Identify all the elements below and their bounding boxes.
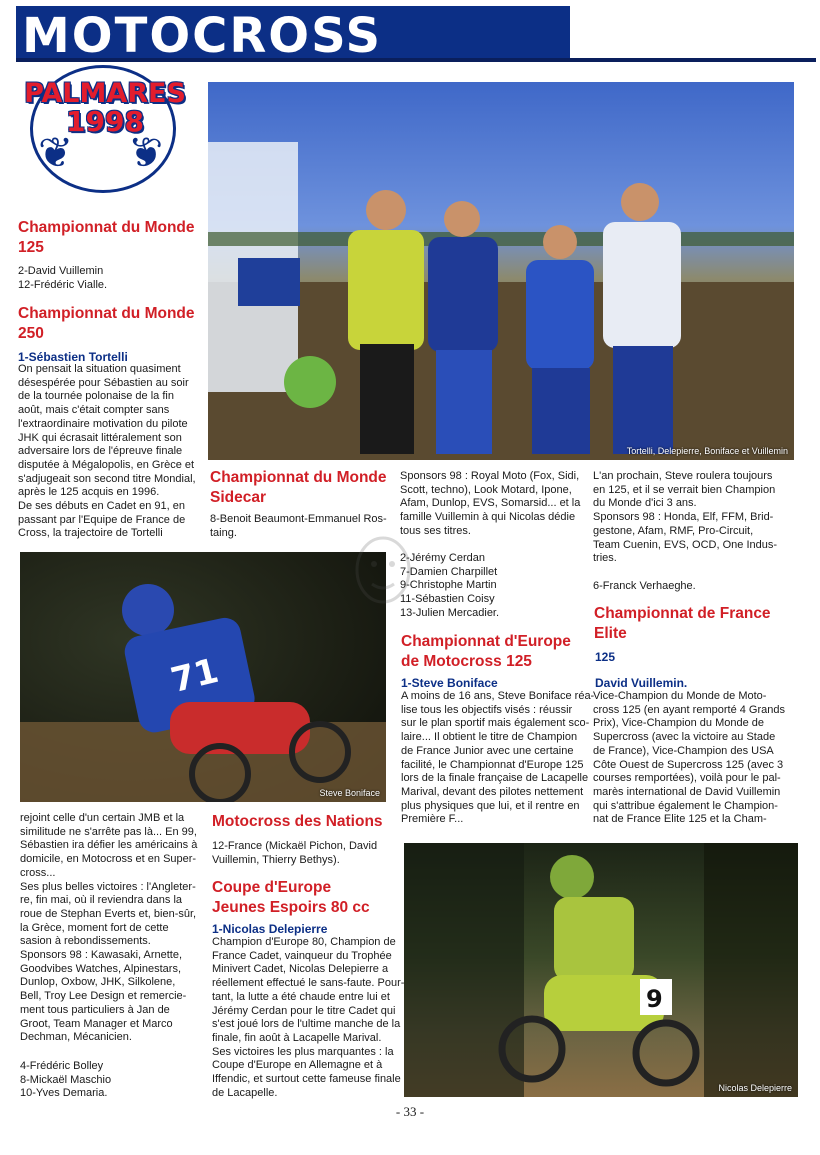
text-line: nat de France Elite 125 et la Cham-: [593, 813, 767, 826]
result-line: 9-Christophe Martin: [400, 579, 497, 592]
text-line: cross 125 (en ayant remporté 4 Grands: [593, 703, 785, 716]
text-line: réellement effectué le sans-faute. Pour-: [212, 977, 405, 990]
text-monde-250-top: [18, 363, 194, 541]
winner-coupe-europe: 1-Nicolas Delepierre: [212, 922, 328, 936]
text-line: lise tous les objectifs visés : réussir: [401, 703, 573, 716]
results-monde-250: [20, 1060, 200, 1101]
text-line: De ses débuts en Cadet en 91, en: [18, 500, 185, 513]
text-line: l'extraordinaire motivation du pilote: [18, 417, 188, 430]
heading-nations: Motocross des Nations: [212, 813, 383, 830]
text-line: gestone, Afam, RMF, Pro-Circuit,: [593, 524, 754, 537]
text-line: Bell, Troy Lee Design et remercie-: [20, 990, 187, 1003]
text-line: Afam, Dunlop, EVS, Somarsid... et la: [400, 497, 581, 510]
boniface-photo: [20, 552, 386, 802]
text-line: Coupe d'Europe en Allemagne et à: [212, 1059, 383, 1072]
text-line: L'an prochain, Steve roulera toujours: [593, 470, 773, 482]
heading-europe-125: Championnat d'Europe de Motocross 125: [401, 633, 571, 670]
class-france-elite: 125: [595, 650, 616, 664]
header-banner: [16, 6, 816, 62]
text-line: adversaire lors de l'épreuve finale: [18, 445, 183, 458]
text-line: Sponsors 98 : Kawasaki, Arnette,: [20, 949, 183, 962]
text-line: tous ses titres.: [400, 524, 471, 537]
text-line: sasion à rebondissements.: [20, 935, 151, 948]
text-line: Minivert Cadet, Nicolas Delepierre a: [212, 963, 389, 976]
text-line: similitude ne s'arrête pas là... En 99,: [20, 825, 197, 838]
team-photo-caption: Tortelli, Delepierre, Boniface et Vuillemin: [626, 446, 788, 456]
text-line: la Grèce, moment fort de cette: [20, 921, 169, 934]
text-line: passant par l'Equipe de France de: [18, 513, 186, 526]
seal-line-1: PALMARES: [24, 78, 186, 109]
result-line: 12-Frédéric Vialle.: [18, 278, 108, 291]
delepierre-photo-caption: Nicolas Delepierre: [718, 1083, 792, 1093]
text-line: Dechman, Mécanicien.: [20, 1031, 132, 1044]
winner-monde-250: 1-Sébastien Tortelli: [18, 350, 128, 364]
text-line: On pensait la situation quasiment: [18, 363, 181, 375]
heading-france-elite: Championnat de France Elite: [594, 605, 771, 642]
result-line: 8-Benoit Beaumont-Emmanuel Ros-: [210, 513, 387, 525]
page-title: MOTOCROSS: [22, 8, 383, 64]
text-line: août, mais c'était compter sans: [18, 404, 170, 417]
heading-sidecar: Championnat du Monde Sidecar: [210, 469, 387, 506]
boniface-photo-illustration: [20, 552, 386, 802]
text-line: Prix), Vice-Champion du Monde de: [593, 717, 764, 730]
text-boniface-future: [593, 470, 793, 566]
text-line: Vice-Champion du Monde de Moto-: [593, 690, 767, 702]
text-line: roue de Stephan Everts et, bien-sûr,: [20, 907, 197, 920]
text-line: A moins de 16 ans, Steve Boniface réa-: [401, 690, 595, 702]
text-line: sur le plan sportif mais également sco-: [401, 717, 590, 730]
text-sponsors-delepierre: [400, 470, 580, 539]
results-sidecar: [210, 513, 390, 540]
text-line: du Monde d'ici 3 ans.: [593, 497, 697, 510]
results-coupe-europe: [400, 552, 580, 621]
text-line: re, fin mai, où il reviendra dans la: [20, 894, 183, 907]
result-line: 10-Yves Demaria.: [20, 1087, 108, 1100]
text-line: de la tournée polonaise de la fin: [18, 390, 174, 403]
team-photo: [208, 82, 794, 460]
laurel-right-icon: ❦: [128, 128, 164, 177]
text-monde-250-bottom: [20, 812, 200, 1045]
text-line: tant, la lutte a été chaude entre lui et: [212, 990, 390, 1003]
text-line: famille Vuillemin à qui Nicolas dédie: [400, 511, 576, 524]
heading-monde-125: Championnat du Monde 125: [18, 219, 195, 256]
text-coupe-europe: [212, 936, 405, 1100]
text-line: Sébastien ira défier les américains à: [20, 839, 198, 852]
result-line: Vuillemin, Thierry Bethys).: [212, 853, 340, 866]
text-europe-125: [401, 690, 595, 827]
seal-year: 1998: [66, 105, 144, 138]
text-line: cross...: [20, 866, 56, 879]
result-line: 7-Damien Charpillet: [400, 565, 498, 578]
text-line: de Lacapelle.: [212, 1086, 278, 1099]
text-line: domicile, en Motocross et en Super-: [20, 853, 197, 866]
text-line: Première F...: [401, 813, 464, 826]
text-line: Ses victoires les plus marquantes : la: [212, 1045, 394, 1058]
text-line: marès international de David Vuillemin: [593, 785, 781, 798]
text-line: Supercross (avec la victoire au Stade: [593, 731, 776, 744]
winner-europe-125: 1-Steve Boniface: [401, 676, 498, 690]
text-line: Sponsors 98 : Honda, Elf, FFM, Brid-: [593, 511, 774, 524]
result-line: taing.: [210, 526, 237, 539]
text-line: Iffendic, et surtout cette fameuse finale: [212, 1073, 401, 1086]
result-europe-125-6th: 6-Franck Verhaeghe.: [593, 580, 696, 592]
text-line: de France), Vice-Champion des USA: [593, 744, 774, 757]
text-line: finale, fin août à Lacapelle Marival.: [212, 1031, 382, 1044]
text-line: Jérémy Cerdan pour le titre Cadet qui: [212, 1004, 396, 1017]
text-line: disputée à Mégalopolis, en Grèce et: [18, 458, 195, 471]
heading-coupe-europe: Coupe d'Europe Jeunes Espoirs 80 cc: [212, 879, 370, 916]
result-line: 2-David Vuillemin: [18, 265, 104, 277]
text-line: laire... Il obtient le titre de Champion: [401, 731, 578, 744]
text-line: qui s'attribue également le Champion-: [593, 799, 778, 812]
heading-monde-250: Championnat du Monde 250: [18, 305, 195, 342]
text-line: courses remportées), voilà pour le pal-: [593, 772, 781, 785]
text-line: Groot, Team Manager et Marco: [20, 1017, 173, 1030]
delepierre-photo: [404, 843, 798, 1097]
text-line: Côte Ouest de Supercross 125 (avec 3: [593, 758, 784, 771]
winner-france-elite: David Vuillemin.: [595, 676, 688, 690]
result-line: 4-Frédéric Bolley: [20, 1060, 104, 1072]
text-line: Champion d'Europe 80, Champion de: [212, 936, 396, 948]
laurel-left-icon: ❦: [38, 128, 74, 177]
text-line: Marival, devant des pilotes nettement: [401, 785, 584, 798]
text-line: Ses plus belles victoires : l'Angleter-: [20, 880, 196, 893]
text-line: France Cadet, vainqueur du Trophée: [212, 949, 392, 962]
page-number: - 33 -: [395, 1104, 425, 1119]
text-line: Team Cuenin, EVS, OCD, One Indus-: [593, 538, 778, 551]
result-line: 8-Mickaël Maschio: [20, 1073, 112, 1086]
palmares-seal: [15, 80, 195, 136]
svg-text:71: 71: [166, 650, 223, 702]
text-line: facilité, le Championnat d'Europe 125: [401, 758, 584, 771]
text-line: Dunlop, Oxbow, JHK, Silkolene,: [20, 976, 176, 989]
text-line: tries.: [593, 552, 617, 565]
banner-blank-area: [570, 6, 816, 58]
boniface-photo-caption: Steve Boniface: [319, 788, 380, 798]
text-line: s'adjugeait son second titre Mondial,: [18, 472, 196, 485]
text-line: désespérée pour Sébastien au soir: [18, 376, 189, 389]
text-line: ment tous particuliers à Jan de: [20, 1003, 170, 1016]
results-nations: [212, 840, 392, 867]
result-line: 13-Julien Mercadier.: [400, 606, 500, 619]
text-line: rejoint celle d'un certain JMB et la: [20, 812, 185, 824]
svg-text:9: 9: [646, 985, 663, 1013]
text-line: JHK qui écrasait littéralement son: [18, 431, 182, 444]
results-monde-125: [18, 265, 198, 292]
text-line: Goodvibes Watches, Alpinestars,: [20, 962, 182, 975]
team-photo-illustration: [208, 82, 794, 460]
result-line: 2-Jérémy Cerdan: [400, 552, 485, 564]
text-line: Sponsors 98 : Royal Moto (Fox, Sidi,: [400, 470, 580, 482]
result-line: 11-Sébastien Coisy: [400, 593, 495, 606]
text-france-elite: [593, 690, 793, 827]
text-line: s'est joué lors de l'ultime manche de la: [212, 1018, 401, 1031]
text-line: lors de la finale française de Lacapelle: [401, 772, 589, 785]
text-line: Cross, la trajectoire de Tortelli: [18, 527, 163, 540]
text-line: de France Junior avec une certaine: [401, 744, 574, 757]
text-line: Scott, techno), Look Motard, Ipone,: [400, 483, 572, 496]
text-line: en 125, et il se verrait bien Champion: [593, 483, 776, 496]
result-line: 12-France (Mickaël Pichon, David: [212, 840, 378, 852]
delepierre-photo-illustration: [404, 843, 798, 1097]
text-line: après le 125 acquis en 1996.: [18, 486, 160, 499]
text-line: plus physiques que lui, et il rentre en: [401, 799, 580, 812]
